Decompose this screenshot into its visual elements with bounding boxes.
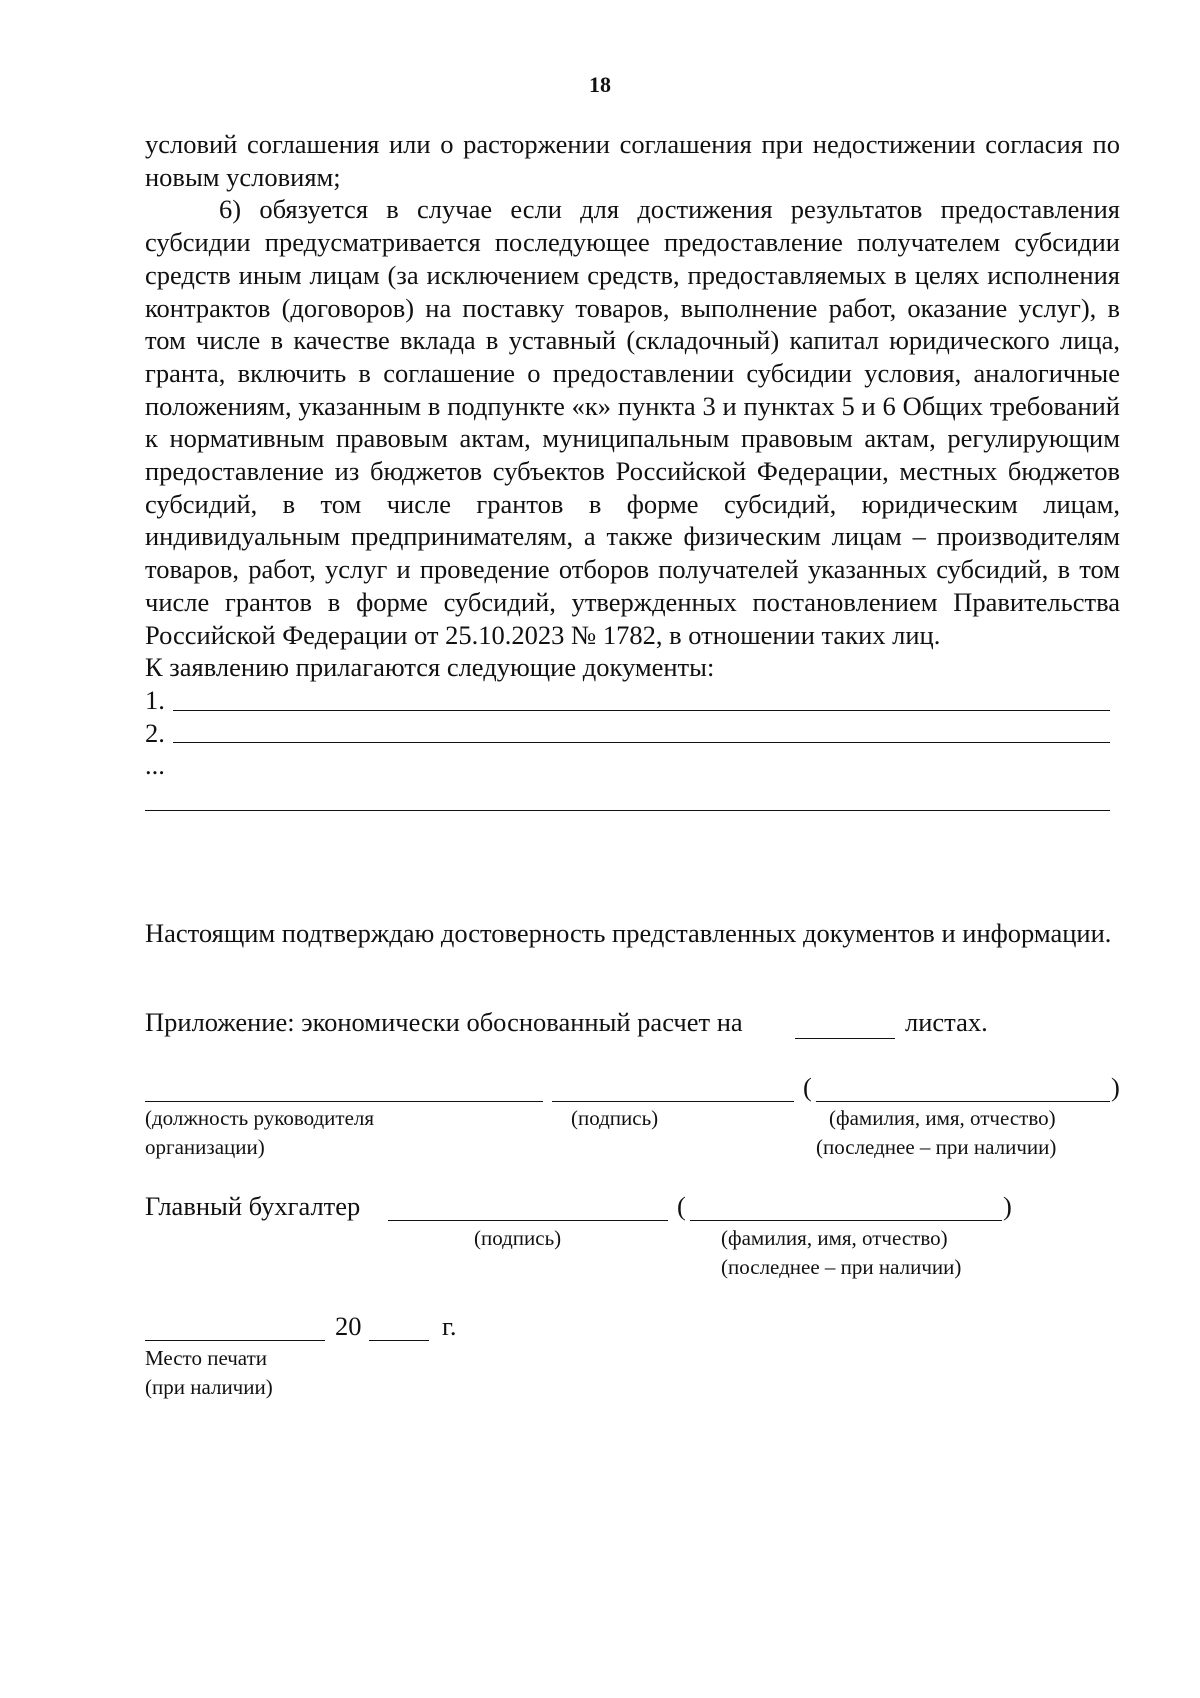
attachment-blank-line: [173, 688, 1110, 711]
name-paren-open: (: [803, 1072, 812, 1102]
date-year-prefix: 20: [335, 1311, 362, 1341]
caption-position-line2: организации): [145, 1135, 265, 1159]
position-blank-line: [145, 1101, 543, 1102]
accountant-caption-name-line1: (фамилия, имя, отчество): [721, 1226, 948, 1250]
caption-name-line1: (фамилия, имя, отчество): [829, 1106, 1056, 1130]
caption-signature: (подпись): [571, 1106, 659, 1130]
chief-accountant-label: Главный бухгалтер: [145, 1191, 361, 1221]
attachment-item-2: [145, 717, 1120, 750]
accountant-paren-close: ): [1003, 1191, 1012, 1221]
name-paren-close: ): [1111, 1072, 1120, 1102]
date-year-suffix: г.: [442, 1311, 457, 1341]
signature-blank-line: [552, 1101, 794, 1102]
appendix-suffix: листах.: [905, 1007, 988, 1037]
appendix-prefix: Приложение: экономически обоснованный расчет на: [145, 1007, 743, 1037]
caption-position-line1: (должность руководителя: [145, 1106, 375, 1130]
appendix-sheets-blank: [795, 1038, 895, 1039]
paragraph-item-6: 6) обязуется в случае если для достижения результатов предоставления субсидии предусматривается последующее предоставление получателем субсидии средств иным лицам (за исключением средств, предоставляемых в целях исполнения контрактов (договоров) на поставку товаров, выполнение работ, оказание услуг), в том числе в качестве вклада в уставный (складочный) капитал юридического лица, гранта, включить в соглашение о предоставлении субсидии условия, аналогичные положениям, указанным в подпункте «к» пункта 3 и пунктах 5 и 6 Общих требований к нормативным правовым актам, муниципальным правовым актам, регулирующим предоставление из бюджетов субъектов Российской Федерации, местных бюджетов субсидий, в том числе грантов в форме субсидий, юридическим лицам, индивидуальным предпринимателям, а также физическим лицам – производителям товаров, работ, услуг и проведение отборов получателей указанных субсидий, в том числе грантов в форме субсидий, утвержденных постановлением Правительства Российской Федерации от 25.10.2023 № 1782, в отношении таких лиц.: [145, 194, 1120, 650]
page-number: 18: [589, 72, 611, 97]
accountant-paren-open: (: [677, 1191, 686, 1221]
accountant-caption-name-line2: (последнее – при наличии): [721, 1255, 962, 1279]
accountant-signature-blank: [388, 1220, 668, 1221]
attachment-blank-line: [173, 720, 1110, 743]
accountant-name-blank: [690, 1220, 1002, 1221]
stamp-place-label: Место печати: [145, 1346, 268, 1370]
confirmation-text: Настоящим подтверждаю достоверность представленных документов и информации.: [145, 918, 1112, 948]
date-blank-line: [145, 1340, 325, 1341]
name-blank-line: [816, 1101, 1110, 1102]
attachment-number: 2.: [145, 717, 165, 748]
year-blank-line: [369, 1340, 429, 1341]
paragraph-continuation: условий соглашения или о расторжении соглашения при недостижении согласия по новым условиям;: [145, 129, 1120, 192]
attachments-intro: К заявлению прилагаются следующие документы:: [145, 652, 715, 683]
attachment-number: 1.: [145, 684, 165, 715]
accountant-caption-signature: (подпись): [474, 1226, 562, 1250]
stamp-optional-label: (при наличии): [145, 1375, 273, 1399]
caption-name-line2: (последнее – при наличии): [816, 1135, 1057, 1159]
document-body: [145, 128, 1120, 811]
attachment-blank-line-full: [145, 782, 1110, 811]
attachment-item-1: [145, 684, 1120, 717]
confirmation-statement: [145, 917, 1120, 950]
attachment-ellipsis: ...: [145, 750, 165, 781]
